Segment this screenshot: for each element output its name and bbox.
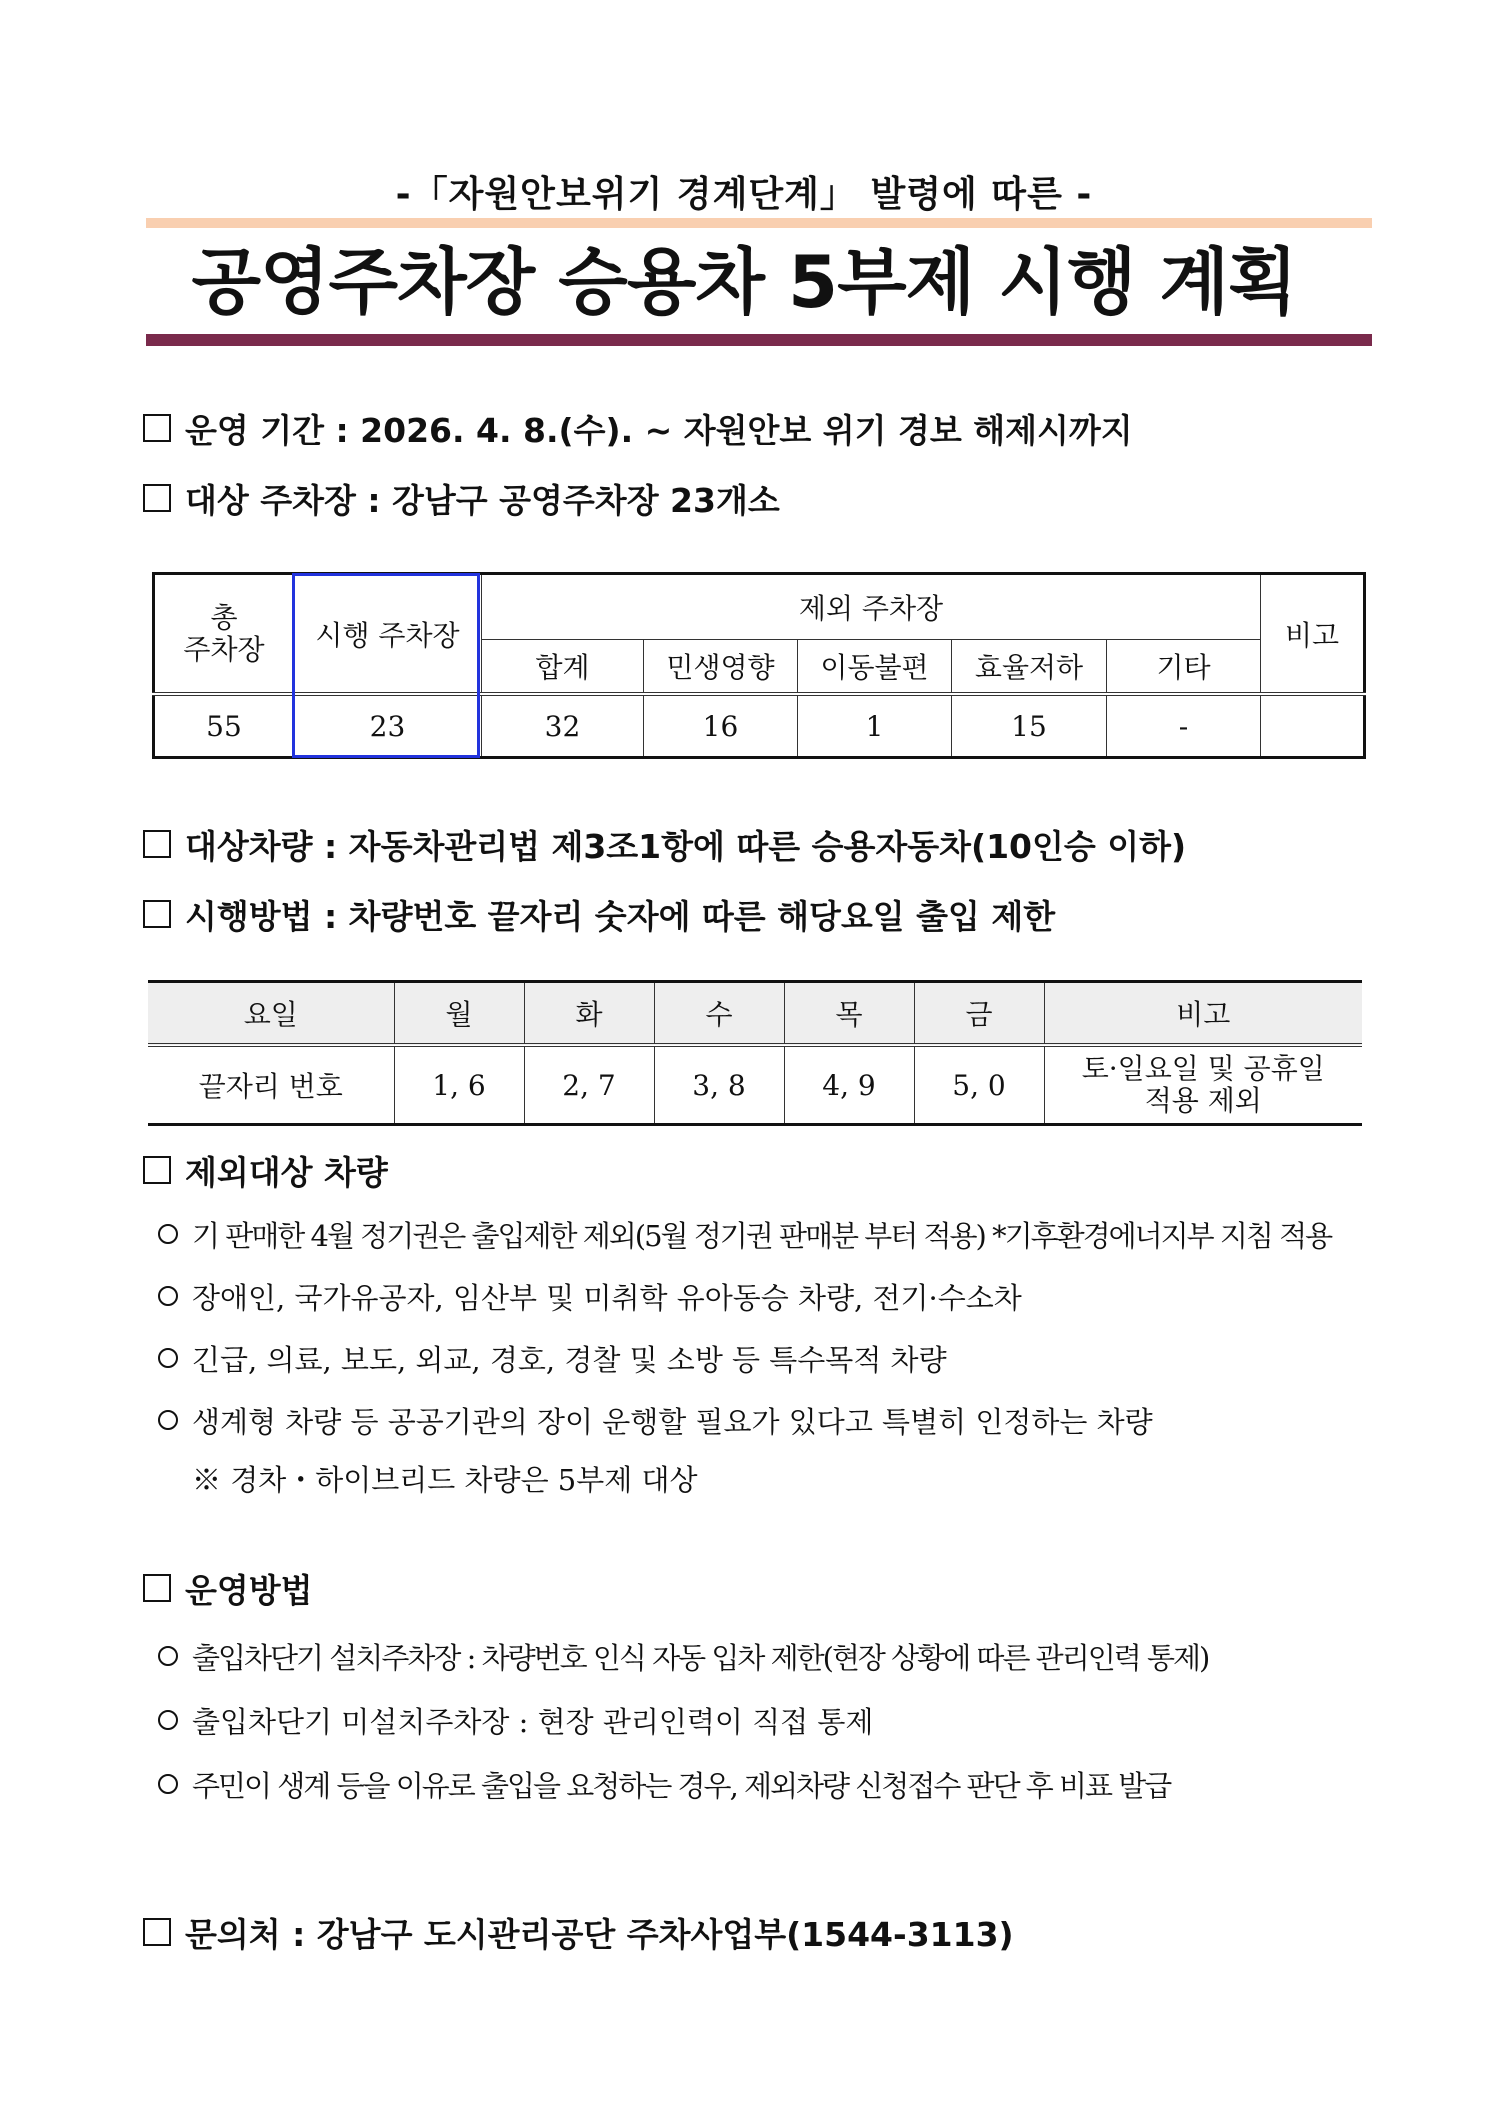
circle-bullet-icon [158,1286,178,1306]
document-subtitle: -「자원안보위기 경계단계」 발령에 따른 - [395,174,1093,215]
cell-other: - [1107,694,1261,758]
checkbox-square-icon [143,414,171,442]
header-fri: 금 [914,982,1044,1046]
section-method [143,892,1055,936]
exempt-note: ※ 경차・하이브리드 차량은 5부제 대상 [192,1463,698,1497]
list-item: 주민이 생계 등을 이유로 출입을 요청하는 경우, 제외차량 신청접수 판단 후 비표 발급 [158,1762,1170,1806]
list-item: 장애인, 국가유공자, 임산부 및 미취학 유아동승 차량, 전기·수소차 [158,1274,1022,1318]
title-top-bar [146,218,1372,228]
header-other: 기타 [1107,640,1261,695]
header-mobility: 이동불편 [798,640,952,695]
circle-bullet-icon [158,1710,178,1730]
cell-note: 토·일요일 및 공휴일 적용 제외 [1044,1045,1362,1125]
parking-lot-table [152,572,1366,759]
circle-bullet-icon [158,1774,178,1794]
header-wed: 수 [654,982,784,1046]
cell-fri: 5, 0 [914,1045,1044,1125]
header-note: 비고 [1261,574,1365,695]
cell-thu: 4, 9 [784,1045,914,1125]
section-operation [143,1566,313,1610]
table-row [148,1045,1362,1125]
cell-applied: 23 [294,694,482,758]
cell-note [1261,694,1365,758]
section-period-text: 운영 기간 : 2026. 4. 8.(수). ~ 자원안보 위기 경보 해제시까지 [185,410,1133,450]
cell-mon: 1, 6 [394,1045,524,1125]
checkbox-square-icon [143,1918,171,1946]
day-restriction-table [148,980,1362,1126]
list-item: 기 판매한 4월 정기권은 출입제한 제외(5월 정기권 판매분 부터 적용) *기후환경에너지부 지침 적용 [158,1212,1331,1256]
section-exempt-title: 제외대상 차량 [185,1152,388,1192]
header-day: 요일 [148,982,394,1046]
circle-bullet-icon [158,1224,178,1244]
header-thu: 목 [784,982,914,1046]
checkbox-square-icon [143,484,171,512]
cell-efficiency: 15 [952,694,1107,758]
list-item: 출입차단기 설치주차장 : 차량번호 인식 자동 입차 제한(현장 상황에 따른 관리인력 통제) [158,1634,1208,1678]
header-note: 비고 [1044,982,1362,1046]
cell-mobility: 1 [798,694,952,758]
table-row [154,694,1365,758]
header-efficiency: 효율저하 [952,640,1107,695]
section-method-text: 시행방법 : 차량번호 끝자리 숫자에 따른 해당요일 출입 제한 [185,896,1056,936]
circle-bullet-icon [158,1348,178,1368]
header-total-lots: 총 주차장 [154,574,294,695]
section-operation-title: 운영방법 [185,1570,313,1610]
header-mon: 월 [394,982,524,1046]
header-tue: 화 [524,982,654,1046]
header-applied-lots: 시행 주차장 [294,574,482,695]
checkbox-square-icon [143,830,171,858]
cell-livelihood: 16 [644,694,798,758]
cell-row-label: 끝자리 번호 [148,1045,394,1125]
section-contact-text: 문의처 : 강남구 도시관리공단 주차사업부(1544-3113) [185,1914,1014,1954]
list-item: 긴급, 의료, 보도, 외교, 경호, 경찰 및 소방 등 특수목적 차량 [158,1336,947,1380]
list-item: 생계형 차량 등 공공기관의 장이 운행할 필요가 있다고 특별히 인정하는 차량 [158,1398,1153,1442]
section-period [143,406,1133,450]
document-title: 공영주차장 승용차 5부제 시행 계획 [191,240,1297,324]
section-contact [143,1910,1014,1954]
header-livelihood: 민생영향 [644,640,798,695]
header-sum: 합계 [482,640,644,695]
cell-tue: 2, 7 [524,1045,654,1125]
cell-wed: 3, 8 [654,1045,784,1125]
circle-bullet-icon [158,1410,178,1430]
title-bottom-bar [146,334,1372,346]
checkbox-square-icon [143,1574,171,1602]
checkbox-square-icon [143,900,171,928]
header-excluded-lots: 제외 주차장 [482,574,1261,640]
section-target-vehicles-text: 대상차량 : 자동차관리법 제3조1항에 따른 승용자동차(10인승 이하) [185,826,1187,866]
cell-sum: 32 [482,694,644,758]
circle-bullet-icon [158,1646,178,1666]
section-target-vehicles [143,822,1186,866]
list-item: 출입차단기 미설치주차장 : 현장 관리인력이 직접 통제 [158,1698,873,1742]
cell-total: 55 [154,694,294,758]
checkbox-square-icon [143,1156,171,1184]
section-target-lots-text: 대상 주차장 : 강남구 공영주차장 23개소 [185,480,780,520]
section-exempt [143,1148,388,1192]
section-target-lots [143,476,780,520]
